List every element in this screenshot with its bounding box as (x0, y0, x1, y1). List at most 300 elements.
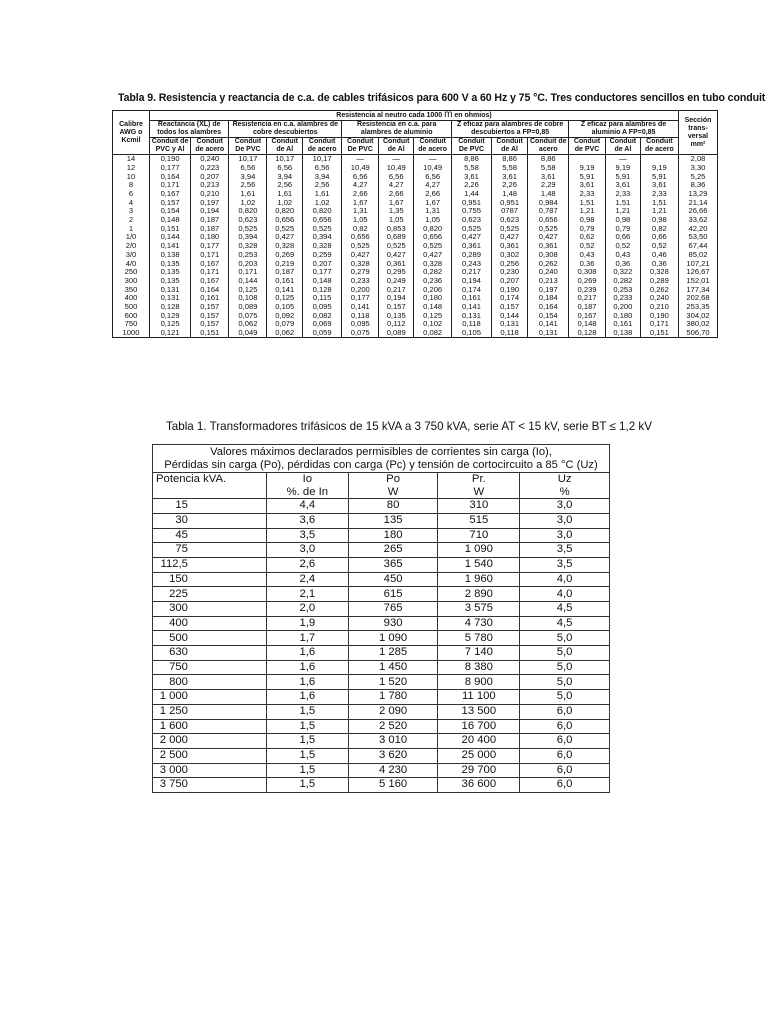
table-cell: 0,075 (342, 329, 379, 338)
table-cell: 15 (153, 499, 267, 514)
table-cell: 500 (113, 303, 150, 312)
table-cell: 5,91 (640, 172, 678, 181)
column-header: Io %. de In (266, 473, 348, 499)
table-cell: 1,67 (414, 198, 452, 207)
table-cell: 0,131 (528, 329, 569, 338)
table-cell: 765 (348, 602, 438, 617)
table-cell: 0,361 (491, 242, 528, 251)
table-cell: 0,161 (191, 294, 229, 303)
table-cell: 4,27 (342, 181, 379, 190)
table-cell: 1,5 (266, 778, 348, 793)
table-cell: 0,200 (342, 285, 379, 294)
table-cell: 8 900 (438, 675, 520, 690)
table-cell: 2,66 (342, 190, 379, 199)
table-cell: 0,240 (640, 294, 678, 303)
table-cell: 0,427 (342, 251, 379, 260)
table-cell: 0,141 (267, 285, 303, 294)
table-cell: 0,125 (267, 294, 303, 303)
table-cell: 0,171 (191, 251, 229, 260)
table-cell: 3,0 (520, 528, 610, 543)
table-cell: 0,148 (569, 320, 606, 329)
table-cell: 615 (348, 587, 438, 602)
table-cell: 0,075 (229, 311, 267, 320)
table-cell: 0,151 (150, 225, 191, 234)
table-cell: 0,207 (491, 277, 528, 286)
table-cell: 0,525 (528, 225, 569, 234)
table-cell: 5,0 (520, 646, 610, 661)
table-cell: 0,131 (150, 294, 191, 303)
table-cell: 10,17 (267, 155, 303, 164)
table-cell: 5,0 (520, 660, 610, 675)
table-cell: 0,98 (606, 216, 641, 225)
table-cell: 11 100 (438, 690, 520, 705)
table-cell: 0,200 (606, 303, 641, 312)
table-cell: 930 (348, 616, 438, 631)
table-cell: 1 (113, 225, 150, 234)
table1-title: Tabla 1. Transformadores trifásicos de 15 kVA a 3 750 kVA, serie AT < 15 kV, serie BT ≤ 1,2 kV (166, 420, 652, 433)
table-cell: 1,6 (266, 675, 348, 690)
table-cell: 67,44 (679, 242, 718, 251)
table-cell: 2,33 (640, 190, 678, 199)
column-subheader: Conduit de Al (491, 138, 528, 155)
table-cell: 3 620 (348, 748, 438, 763)
table-cell: 0,328 (303, 242, 342, 251)
table-cell: 1,61 (267, 190, 303, 199)
table-cell: 3 (113, 207, 150, 216)
table-cell: 300 (113, 277, 150, 286)
table-cell: 2,6 (266, 557, 348, 572)
table-cell: 1,61 (229, 190, 267, 199)
table-cell: 180 (348, 528, 438, 543)
table-cell: 0,157 (150, 198, 191, 207)
table-cell: 3,0 (266, 543, 348, 558)
table-cell: 10 (113, 172, 150, 181)
table-cell: 0,328 (414, 259, 452, 268)
table-cell: 0,262 (640, 285, 678, 294)
table-cell: 0,210 (640, 303, 678, 312)
table-cell: 0,115 (303, 294, 342, 303)
table-row (153, 499, 610, 514)
table-cell: 0,108 (229, 294, 267, 303)
table-cell: 310 (438, 499, 520, 514)
table-cell: 0,213 (528, 277, 569, 286)
table-cell: 0,184 (528, 294, 569, 303)
table-cell: 0,206 (414, 285, 452, 294)
table-cell: 1 090 (348, 631, 438, 646)
table-cell: 0,308 (569, 268, 606, 277)
table-cell: 400 (153, 616, 267, 631)
table-cell: 0,656 (303, 216, 342, 225)
table-cell: 515 (438, 513, 520, 528)
table-cell: 0,427 (452, 233, 491, 242)
table-row (153, 675, 610, 690)
table-cell: 0,154 (150, 207, 191, 216)
table-row (153, 734, 610, 749)
table-cell: 85,02 (679, 251, 718, 260)
column-subheader: Conduit de PVC (569, 138, 606, 155)
table-cell: 0,118 (452, 320, 491, 329)
table-cell: 0,525 (267, 225, 303, 234)
table-cell: 0,118 (491, 329, 528, 338)
table-cell: 0,129 (150, 311, 191, 320)
table-cell: 0,253 (606, 285, 641, 294)
table-cell: 0,105 (452, 329, 491, 338)
table-cell: 0,138 (606, 329, 641, 338)
table-cell: 0,112 (379, 320, 414, 329)
table-cell: 29 700 (438, 763, 520, 778)
table-row (153, 572, 610, 587)
column-subheader: Conduit de PVC y Al (150, 138, 191, 155)
table-cell: 4 230 (348, 763, 438, 778)
table-cell: 1,44 (452, 190, 491, 199)
table-cell: 1/0 (113, 233, 150, 242)
table-cell: 1 540 (438, 557, 520, 572)
table-cell: 0,36 (569, 259, 606, 268)
table-cell: 0,853 (379, 225, 414, 234)
table-cell: 7 140 (438, 646, 520, 661)
table-cell: 1,5 (266, 763, 348, 778)
table-cell: 2 520 (348, 719, 438, 734)
table-cell: 0,203 (229, 259, 267, 268)
seccion-header: Sección trans- versal mm² (679, 111, 718, 155)
table-cell: 1,05 (379, 216, 414, 225)
table-cell: 0,217 (569, 294, 606, 303)
table-cell: 3,61 (528, 172, 569, 181)
table-cell: 1,21 (569, 207, 606, 216)
transformer-table-header (153, 445, 610, 473)
table-cell: 0,157 (191, 303, 229, 312)
table-cell: 0,079 (267, 320, 303, 329)
table-cell: 80 (348, 499, 438, 514)
table-cell: 1,05 (414, 216, 452, 225)
table-cell: 2,26 (491, 181, 528, 190)
table-cell: 9,19 (606, 164, 641, 173)
table-cell: 0,174 (452, 285, 491, 294)
table-cell: 0,820 (303, 207, 342, 216)
table-cell: 5,91 (569, 172, 606, 181)
table-cell: 0,240 (528, 268, 569, 277)
table-cell: 1,5 (266, 734, 348, 749)
table-cell: 75 (153, 543, 267, 558)
table-cell: 2,56 (229, 181, 267, 190)
table-row (153, 646, 610, 661)
table-cell: 202,68 (679, 294, 718, 303)
table-cell: 10,49 (379, 164, 414, 173)
table-cell: 6,56 (342, 172, 379, 181)
table-cell: 0,177 (303, 268, 342, 277)
table-cell: 0,151 (640, 329, 678, 338)
column-subheader: Conduit de Al (379, 138, 414, 155)
table-cell: 4 730 (438, 616, 520, 631)
table-cell: 750 (113, 320, 150, 329)
table-cell: 0,148 (414, 303, 452, 312)
table-cell: 0,177 (342, 294, 379, 303)
table-cell: 5,0 (520, 631, 610, 646)
table-cell: 1 960 (438, 572, 520, 587)
table-cell: 3,94 (303, 172, 342, 181)
column-subheader: Conduit De PVC (342, 138, 379, 155)
column-subheader: Conduit de acero (528, 138, 569, 155)
table-cell: 0,328 (640, 268, 678, 277)
table-cell: 0,089 (229, 303, 267, 312)
table-cell: 1000 (113, 329, 150, 338)
table-cell: 0,210 (191, 190, 229, 199)
table-cell: 3,61 (640, 181, 678, 190)
table-cell: 6,0 (520, 763, 610, 778)
table-cell: 1,6 (266, 690, 348, 705)
group-header: Z eficaz para alambres de aluminio A FP=0,85 (569, 121, 679, 138)
table-cell: 250 (113, 268, 150, 277)
table-cell: 304,02 (679, 311, 718, 320)
table-cell: 0,269 (569, 277, 606, 286)
table-cell: 0,46 (640, 251, 678, 260)
table-cell: 600 (113, 311, 150, 320)
table-cell: 1,21 (606, 207, 641, 216)
table-cell: 0,161 (606, 320, 641, 329)
table-row (153, 660, 610, 675)
table-cell: 0,118 (342, 311, 379, 320)
table-cell: 1,51 (569, 198, 606, 207)
table-cell: 0,525 (414, 242, 452, 251)
table-cell: 0,197 (191, 198, 229, 207)
table-cell: 1,31 (414, 207, 452, 216)
table-cell: 750 (153, 660, 267, 675)
table-cell: — (606, 155, 641, 164)
table-cell: 365 (348, 557, 438, 572)
table-cell: 0,52 (606, 242, 641, 251)
table-cell: 1 600 (153, 719, 267, 734)
table-cell: 0,79 (569, 225, 606, 234)
table-cell: 2 000 (153, 734, 267, 749)
table-cell: 1,05 (342, 216, 379, 225)
column-header: Uz % (520, 473, 610, 499)
table-cell: 0,243 (452, 259, 491, 268)
table-cell: 1,02 (267, 198, 303, 207)
table-cell: 5,0 (520, 675, 610, 690)
table-cell: 6,0 (520, 778, 610, 793)
table-cell: 8,86 (491, 155, 528, 164)
table-cell: 0,289 (452, 251, 491, 260)
table-row (153, 587, 610, 602)
column-header: Potencia kVA. (153, 473, 267, 499)
table-cell: 0,105 (267, 303, 303, 312)
table-cell: 9,19 (640, 164, 678, 173)
table-cell: 0,144 (229, 277, 267, 286)
table-cell: 0,125 (150, 320, 191, 329)
table-cell: 0,230 (491, 268, 528, 277)
table-cell: 3,94 (229, 172, 267, 181)
table-cell: 0,207 (303, 259, 342, 268)
table-cell: 21,14 (679, 198, 718, 207)
table-cell: 0,194 (191, 207, 229, 216)
table-cell: 0,157 (191, 320, 229, 329)
table-cell: 0,164 (528, 303, 569, 312)
table-cell: 5,91 (606, 172, 641, 181)
column-subheader: Conduit de Al (606, 138, 641, 155)
table-cell: 0,43 (569, 251, 606, 260)
table-cell: — (342, 155, 379, 164)
table-row (153, 778, 610, 793)
table-cell: 2,33 (569, 190, 606, 199)
table-cell: 0,240 (191, 155, 229, 164)
table-cell: 0,171 (229, 268, 267, 277)
table-cell: 6,0 (520, 748, 610, 763)
table-cell: 9,19 (569, 164, 606, 173)
column-subheader: Conduit de acero (191, 138, 229, 155)
table-cell: 0,141 (150, 242, 191, 251)
table-cell: 6,0 (520, 734, 610, 749)
table-cell: 0,167 (150, 190, 191, 199)
table-cell: 25 000 (438, 748, 520, 763)
column-subheader: Conduit de acero (414, 138, 452, 155)
table-cell: 1 090 (438, 543, 520, 558)
table-cell: 4,0 (520, 572, 610, 587)
table-cell: 0,180 (191, 233, 229, 242)
table-cell: 3,0 (520, 513, 610, 528)
table-row (153, 528, 610, 543)
table-cell: 0,322 (606, 268, 641, 277)
table-cell: 0,623 (452, 216, 491, 225)
table-cell: 3,30 (679, 164, 718, 173)
table-cell: 1,35 (379, 207, 414, 216)
table-cell: 0,282 (606, 277, 641, 286)
table-cell: 0,525 (452, 225, 491, 234)
group-header: Resistencia en c.a. alambres de cobre descubiertos (229, 121, 342, 138)
table-cell: 0,984 (528, 198, 569, 207)
table-row (153, 616, 610, 631)
table-cell: 0,328 (267, 242, 303, 251)
table-cell: 0,135 (150, 277, 191, 286)
table-cell: 0,623 (491, 216, 528, 225)
table-cell: 2,33 (606, 190, 641, 199)
table-cell: 0,233 (606, 294, 641, 303)
table-cell: 0,157 (491, 303, 528, 312)
table-cell: 0,308 (528, 251, 569, 260)
table-cell: 0,171 (150, 181, 191, 190)
table-cell: 0,167 (191, 259, 229, 268)
table-cell: 0,213 (191, 181, 229, 190)
table-cell: 16 700 (438, 719, 520, 734)
table-cell: 0,089 (379, 329, 414, 338)
table-cell: 1,48 (491, 190, 528, 199)
table-cell: 0,125 (414, 311, 452, 320)
table-cell: 0,52 (640, 242, 678, 251)
table-cell: 0,131 (452, 311, 491, 320)
table-cell: 1,6 (266, 646, 348, 661)
table-cell: 0,197 (528, 285, 569, 294)
resistance-reactance-table (112, 110, 718, 338)
calibre-header: Calibre AWG o Kcmil (113, 111, 150, 155)
table-cell: 0,525 (491, 225, 528, 234)
column-header: Pr. W (438, 473, 520, 499)
table-cell: 0,427 (414, 251, 452, 260)
table-cell: 152,01 (679, 277, 718, 286)
table-cell: 0,062 (267, 329, 303, 338)
table-cell: 0,135 (379, 311, 414, 320)
table-cell: 0,282 (414, 268, 452, 277)
table-cell: 0,787 (528, 207, 569, 216)
table-cell: 0,361 (379, 259, 414, 268)
table-cell: 500 (153, 631, 267, 646)
table-cell: 0,167 (569, 311, 606, 320)
table-cell: 0,755 (452, 207, 491, 216)
table-cell: 112,5 (153, 557, 267, 572)
table-cell: 0,102 (414, 320, 452, 329)
table-cell: 2 (113, 216, 150, 225)
table-cell: 4 (113, 198, 150, 207)
table-cell: 0,092 (267, 311, 303, 320)
table-cell: 0,135 (150, 259, 191, 268)
table-cell: 225 (153, 587, 267, 602)
table-cell: 1,5 (266, 704, 348, 719)
table-cell: 6,56 (229, 164, 267, 173)
table-cell: 1 520 (348, 675, 438, 690)
table-cell: 0,656 (528, 216, 569, 225)
table-cell: 0,82 (640, 225, 678, 234)
table-cell: 1,02 (229, 198, 267, 207)
table-cell: 0,121 (150, 329, 191, 338)
table-cell: 0,525 (303, 225, 342, 234)
table-cell: 13,29 (679, 190, 718, 199)
table-cell: 4,27 (414, 181, 452, 190)
table-cell: 0,951 (452, 198, 491, 207)
table-cell: 0,259 (303, 251, 342, 260)
table-cell: 8 380 (438, 660, 520, 675)
table-cell: 0,177 (150, 164, 191, 173)
table-cell: 0,180 (606, 311, 641, 320)
table-cell: 0,66 (606, 233, 641, 242)
table-cell: 3,5 (520, 543, 610, 558)
table9-title: Tabla 9. Resistencia y reactancia de c.a. de cables trifásicos para 600 V a 60 Hz y 75 °C. Tres conductores sencillos en tubo conduit (118, 92, 766, 104)
table-cell: 3 000 (153, 763, 267, 778)
table-cell: 53,50 (679, 233, 718, 242)
table-cell: 0,253 (229, 251, 267, 260)
table-cell: 0,256 (491, 259, 528, 268)
table-cell: 4,4 (266, 499, 348, 514)
table-cell: 1 250 (153, 704, 267, 719)
table-cell: 1,02 (303, 198, 342, 207)
table-cell: 265 (348, 543, 438, 558)
table-cell: 0,525 (229, 225, 267, 234)
table-cell: 2,08 (679, 155, 718, 164)
table-cell: 10,49 (342, 164, 379, 173)
table-cell: 0,190 (640, 311, 678, 320)
table-cell: 107,21 (679, 259, 718, 268)
table-cell: 0,262 (528, 259, 569, 268)
table-cell: 350 (113, 285, 150, 294)
table-row (153, 513, 610, 528)
table-cell: 36 600 (438, 778, 520, 793)
table-cell: 0,177 (191, 242, 229, 251)
table-cell: 4,5 (520, 602, 610, 617)
table-cell: 45 (153, 528, 267, 543)
table-cell: 0,951 (491, 198, 528, 207)
table-cell: 0,394 (303, 233, 342, 242)
table-cell: 0,161 (267, 277, 303, 286)
column-subheader: Conduit De PVC (452, 138, 491, 155)
table-cell: 42,20 (679, 225, 718, 234)
header-line-1: Valores máximos declarados permisibles de corrientes sin carga (Io), (210, 446, 552, 458)
table-cell: 0,239 (569, 285, 606, 294)
table-cell: 1,67 (342, 198, 379, 207)
table-cell: 6,0 (520, 704, 610, 719)
table-cell: 0,820 (267, 207, 303, 216)
table-cell: 10,17 (229, 155, 267, 164)
table-cell: 8,36 (679, 181, 718, 190)
table-cell: 0,279 (342, 268, 379, 277)
table-cell: 253,35 (679, 303, 718, 312)
table-cell: 1,9 (266, 616, 348, 631)
